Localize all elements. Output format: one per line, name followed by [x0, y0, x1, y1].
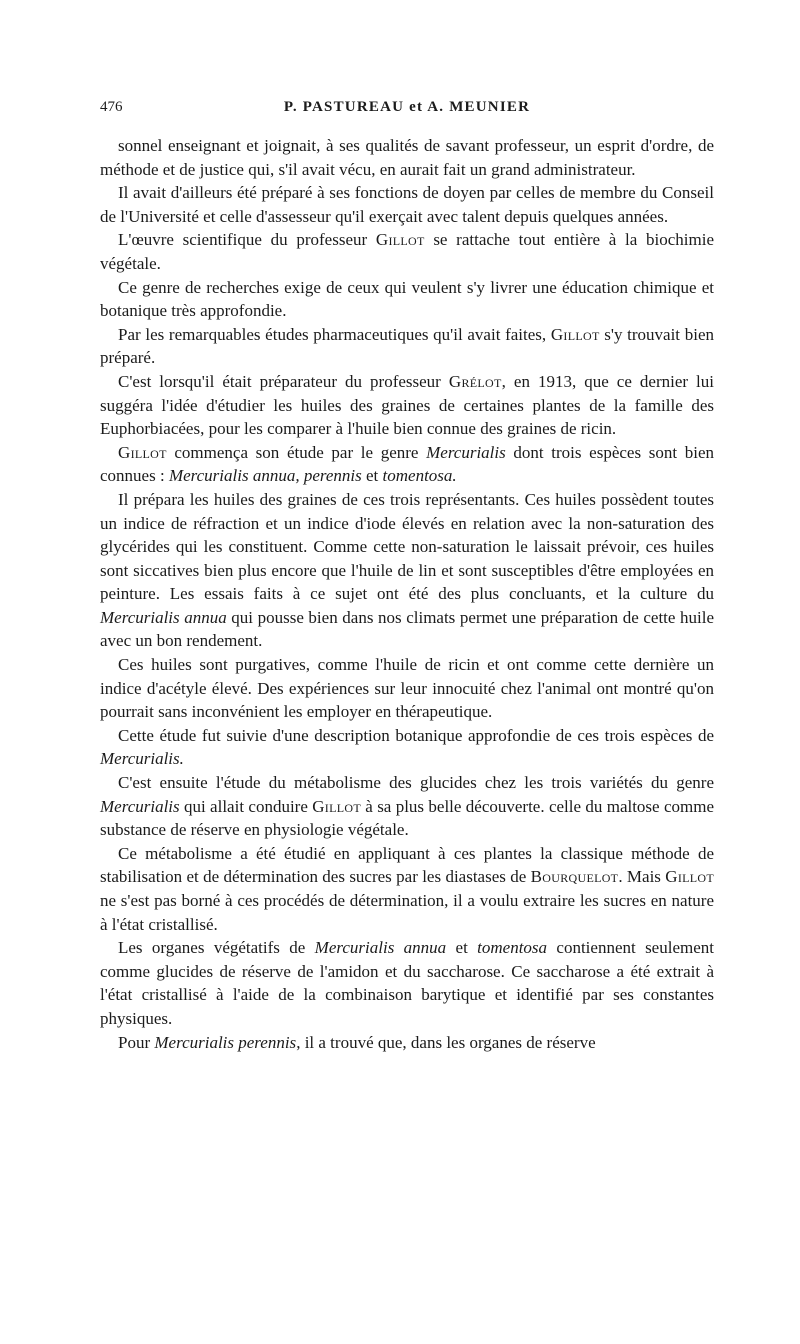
text-run: Cette étude fut suivie d'une description botanique approfondie de ces trois espèces de	[118, 725, 714, 745]
text-run: contiennent seulement comme glucides de réserve de l'amidon et du saccharose. Ce saccharose a été extrait à l'état cristallisé à l'aide de la combinaison barytique et identifié par ses constantes physiques.	[100, 938, 714, 1028]
text-run: commença son étude par le genre	[166, 442, 427, 462]
document-page	[100, 96, 714, 1054]
paragraph	[100, 842, 714, 936]
paragraph	[100, 771, 714, 842]
text-run: dont trois espèces sont bien connues :	[100, 442, 714, 486]
paragraph	[100, 323, 714, 370]
page-number: 476	[100, 99, 123, 115]
text-run: sonnel enseignant et joignait, à ses qualités de savant professeur, un esprit d'ordre, de méthode et de justice qui, s'il avait vécu, en aurait fait un grand administrateur.	[100, 136, 714, 179]
body-text	[100, 134, 714, 1054]
text-run: L'œuvre scientifique du professeur	[118, 230, 376, 250]
text-run: , il a trouvé que, dans les organes de réserve	[296, 1032, 596, 1052]
italic-term: Mercurialis annua	[100, 607, 227, 627]
author-name: Gillot	[550, 324, 600, 344]
text-run: et	[361, 466, 383, 486]
italic-term: Mercurialis.	[100, 749, 184, 769]
text-run: s'y trouvait bien préparé.	[100, 324, 714, 368]
text-run: Il prépara les huiles des graines de ces trois représentants. Ces huiles possèdent toutes un indice de réfraction et un indice d'iode élevés en relation avec la non-saturation des glycérides qui les constituent. Comme cette non-saturation le laissait prévoir, ces huiles sont siccatives bien plus encore que l'huile de lin et sont susceptibles d'être employées en peinture. Les essais faits à ce sujet ont été des plus concluants, et la culture du	[100, 489, 714, 604]
italic-term: tomentosa.	[382, 466, 457, 486]
running-head: P. PASTUREAU et A. MEUNIER	[283, 99, 531, 115]
author-name: Gillot	[312, 796, 361, 816]
text-run: C'est lorsqu'il était préparateur du professeur	[118, 371, 449, 391]
text-run: se rattache tout entière à la biochimie végétale.	[100, 230, 714, 273]
text-run: C'est ensuite l'étude du métabolisme des glucides chez les trois variétés du genre	[118, 773, 714, 793]
italic-term: Mercurialis perennis	[154, 1032, 297, 1052]
paragraph	[100, 724, 714, 771]
author-name: Gillot	[375, 230, 425, 250]
paragraph	[100, 276, 714, 323]
text-run: , en 1913, que ce dernier lui suggéra l'idée d'étudier les huiles des graines de certaines plantes de la famille des Euphorbiacées, pour les comparer à l'huile bien connue des graines de ricin.	[100, 371, 715, 439]
text-run: Par les remarquables études pharmaceutiques qu'il avait faites,	[118, 324, 551, 344]
text-run: Ce métabolisme a été étudié en appliquant à ces plantes la classique méthode de stabilisation et de détermination des sucres par les diastases de	[100, 843, 714, 887]
italic-term: Mercurialis	[100, 796, 180, 816]
italic-term: Mercurialis annua	[314, 938, 447, 958]
text-run: Pour	[118, 1032, 155, 1052]
text-run: et	[446, 938, 478, 958]
author-name: Gillot	[665, 867, 715, 887]
text-run: à sa plus belle découverte. celle du maltose comme substance de réserve en physiologie végétale.	[100, 796, 714, 840]
italic-term: tomentosa	[477, 938, 548, 958]
page-header	[100, 96, 714, 124]
author-name: Bourquelot	[530, 867, 619, 887]
paragraph	[100, 936, 714, 1030]
author-name: Gillot	[118, 442, 167, 462]
paragraph	[100, 134, 714, 181]
paragraph	[100, 653, 714, 724]
text-run: qui pousse bien dans nos climats permet une préparation de cette huile avec un bon rendement.	[100, 607, 714, 651]
paragraph	[100, 181, 714, 228]
text-run: Ce genre de recherches exige de ceux qui veulent s'y livrer une éducation chimique et botanique très approfondie.	[100, 277, 714, 321]
paragraph	[100, 441, 714, 488]
author-name: Grélot	[448, 371, 502, 391]
text-run: qui allait conduire	[179, 796, 313, 816]
text-run: Ces huiles sont purgatives, comme l'huile de ricin et ont comme cette dernière un indice d'acétyle élevé. Des expériences sur leur innocuité chez l'animal ont montré qu'on pourrait sans inconvénient les employer en thérapeutique.	[100, 655, 714, 722]
text-run: ne s'est pas borné à ces procédés de détermination, il a voulu extraire les sucres en nature à l'état cristallisé.	[100, 891, 714, 934]
paragraph	[100, 370, 714, 441]
text-run: Il avait d'ailleurs été préparé à ses fonctions de doyen par celles de membre du Conseil de l'Université et celle d'assesseur qu'il exerçait avec talent depuis quelques années.	[100, 183, 714, 226]
paragraph	[100, 488, 714, 653]
italic-term: Mercurialis	[426, 442, 506, 462]
paragraph	[100, 228, 714, 275]
text-run: . Mais	[618, 867, 666, 887]
paragraph	[100, 1031, 714, 1055]
text-run: Les organes végétatifs de	[118, 938, 315, 958]
italic-term: Mercurialis annua, perennis	[168, 466, 362, 486]
